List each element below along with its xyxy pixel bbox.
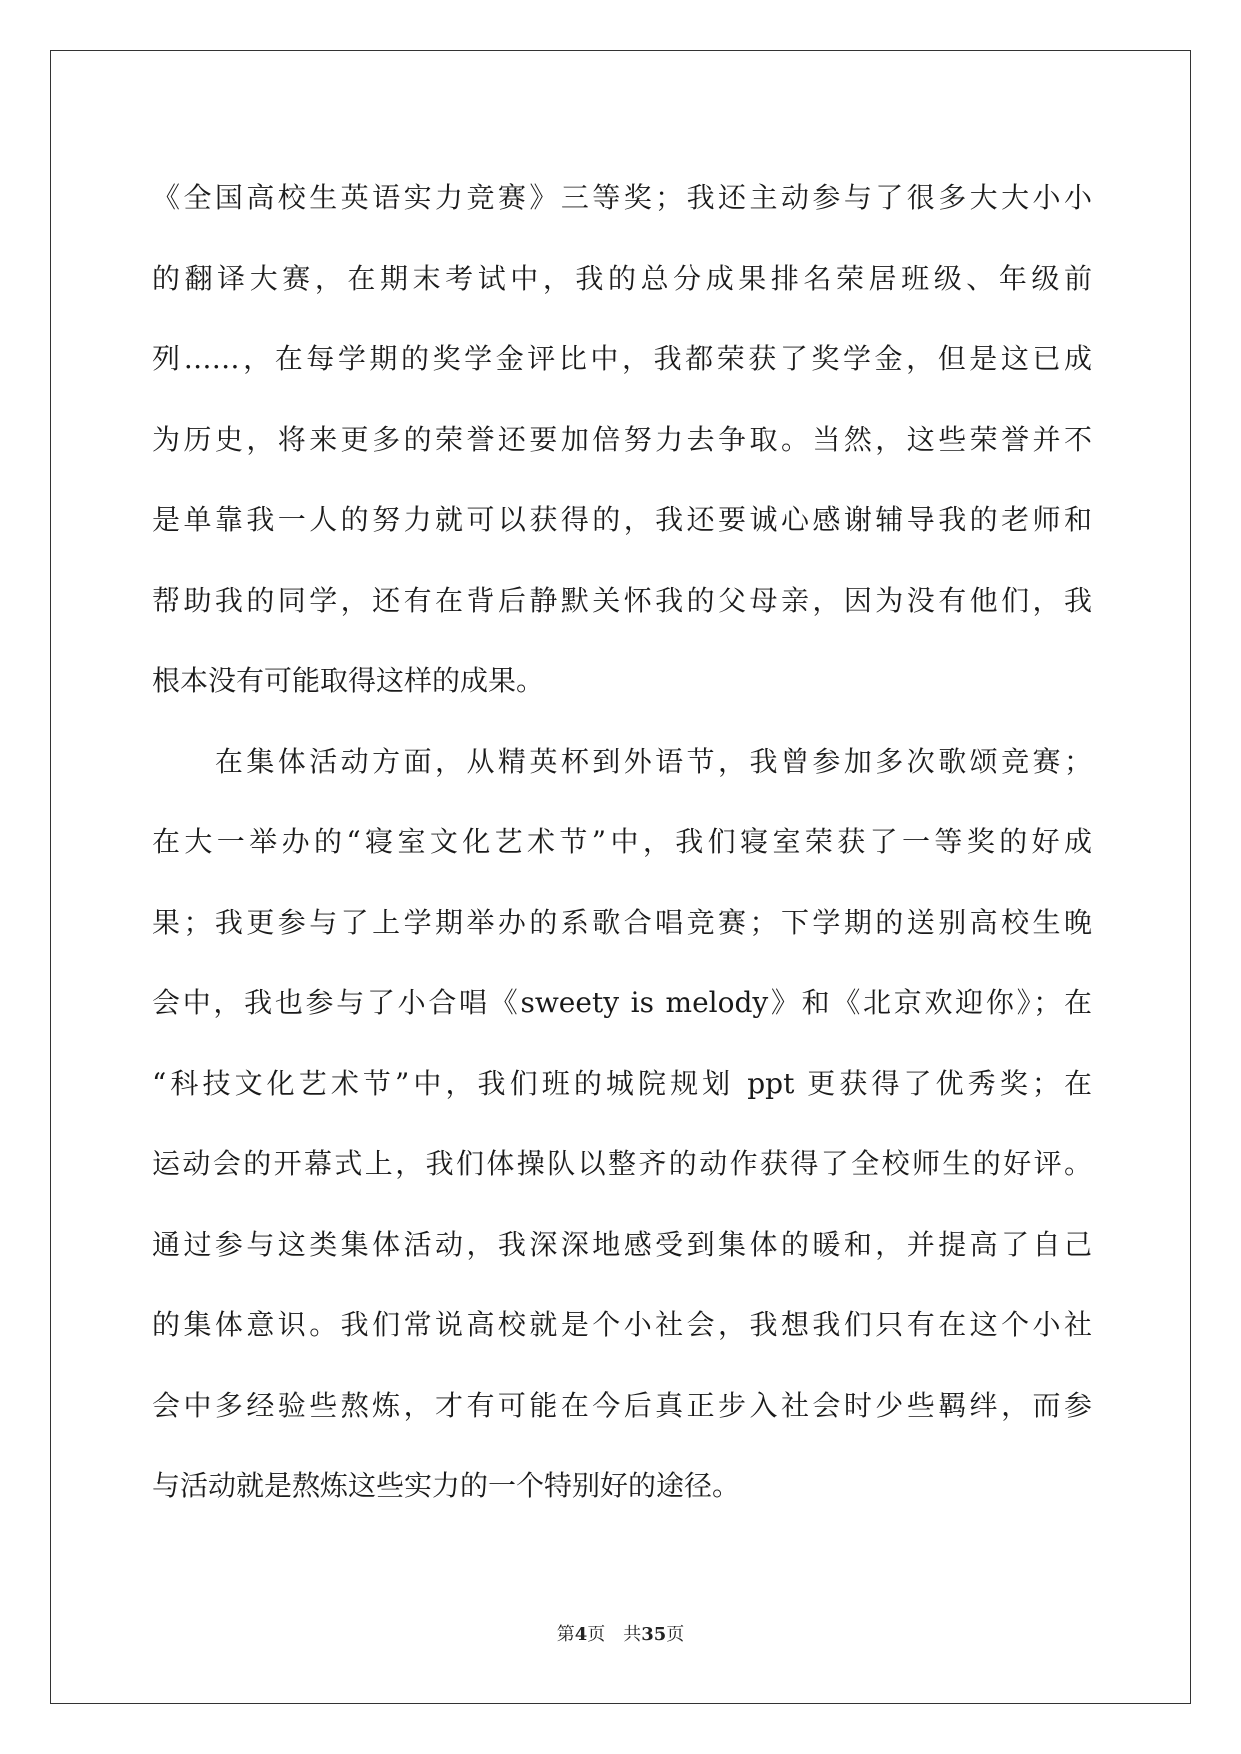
page-number: 4 xyxy=(574,1624,588,1645)
footer-total-suffix: 页 xyxy=(666,1624,685,1645)
text-line: 通过参与这类集体活动，我深深地感受到集体的暖和，并提高了自己 xyxy=(152,1227,1092,1261)
text-line: 为历史，将来更多的荣誉还要加倍努力去争取。当然，这些荣誉并不 xyxy=(152,422,1092,456)
text-line: 在大一举办的“寝室文化艺术节”中，我们寝室荣获了一等奖的好成 xyxy=(152,825,1092,858)
text-line: 在集体活动方面，从精英杯到外语节，我曾参加多次歌颂竞赛； xyxy=(152,744,1092,778)
footer-total-prefix: 共 xyxy=(623,1624,642,1645)
text-line: 会中，我也参与了小合唱《sweety is melody》和《北京欢迎你》；在 xyxy=(152,986,1092,1019)
body-text xyxy=(152,158,1092,1527)
footer-prefix: 第 xyxy=(556,1624,575,1645)
text-line: 果；我更参与了上学期举办的系歌合唱竞赛；下学期的送别高校生晚 xyxy=(152,905,1092,939)
text-line: 与活动就是熬炼这些实力的一个特别好的途径。 xyxy=(152,1469,741,1502)
footer-page-suffix: 页 xyxy=(587,1624,606,1645)
text-line: 是单靠我一人的努力就可以获得的，我还要诚心感谢辅导我的老师和 xyxy=(152,503,1092,536)
text-line: “科技文化艺术节”中，我们班的城院规划 ppt 更获得了优秀奖；在 xyxy=(152,1066,1092,1100)
text-line: 运动会的开幕式上，我们体操队以整齐的动作获得了全校师生的好评。 xyxy=(152,1147,1092,1180)
text-line: 根本没有可能取得这样的成果。 xyxy=(152,664,545,697)
total-pages: 35 xyxy=(641,1624,667,1645)
text-line: 列……，在每学期的奖学金评比中，我都荣获了奖学金，但是这已成 xyxy=(152,342,1092,375)
text-line: 《全国高校生英语实力竞赛》三等奖；我还主动参与了很多大大小小 xyxy=(152,181,1092,214)
text-line: 的翻译大赛，在期末考试中，我的总分成果排名荣居班级、年级前 xyxy=(152,261,1092,295)
text-line: 的集体意识。我们常说高校就是个小社会，我想我们只有在这个小社 xyxy=(152,1308,1092,1341)
text-line: 帮助我的同学，还有在背后静默关怀我的父母亲，因为没有他们，我 xyxy=(152,583,1092,617)
page-footer xyxy=(0,1620,1241,1646)
text-line: 会中多经验些熬炼，才有可能在今后真正步入社会时少些羁绊，而参 xyxy=(152,1388,1092,1422)
